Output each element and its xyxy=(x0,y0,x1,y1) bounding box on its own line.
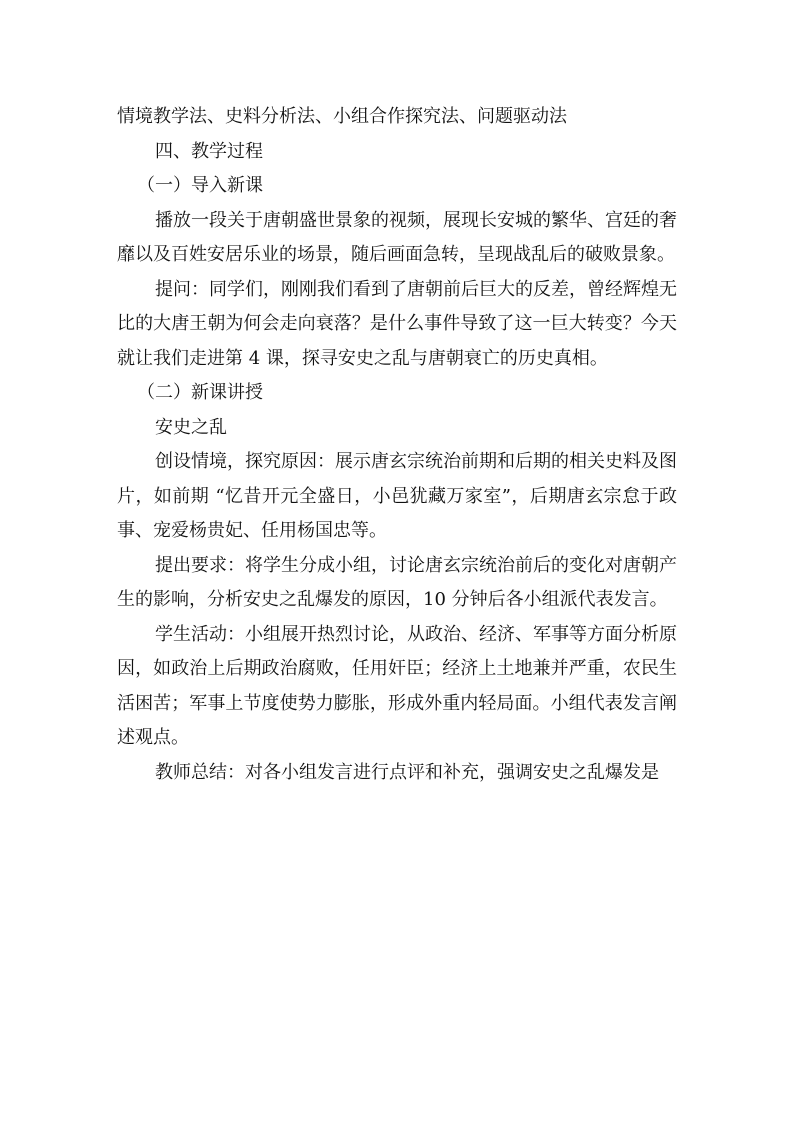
paragraph-video: 播放一段关于唐朝盛世景象的视频，展现长安城的繁华、宫廷的奢靡以及百姓安居乐业的场景，随后画面急转，呈现战乱后的破败景象。 xyxy=(117,209,677,265)
paragraph-question: 提问：同学们，刚刚我们看到了唐朝前后巨大的反差，曾经辉煌无比的大唐王朝为何会走向衰落？是什么事件导致了这一巨大转变？今天就让我们走进第 4 课，探寻安史之乱与唐朝衰亡的历史真相。 xyxy=(117,278,677,369)
subheading-introduction: （一）导入新课 xyxy=(137,175,263,196)
paragraph-student-activity: 学生活动：小组展开热烈讨论，从政治、经济、军事等方面分析原因，如政治上后期政治腐败，任用奸臣；经济上土地兼并严重，农民生活困苦；军事上节度使势力膨胀，形成外重内轻局面。小组代表发言阐述观点。 xyxy=(117,623,677,748)
paragraph-create-situation: 创设情境，探究原因：展示唐玄宗统治前期和后期的相关史料及图片，如前期 “忆昔开元全盛日，小邑犹藏万家室”，后期唐玄宗怠于政事、宠爱杨贵妃、任用杨国忠等。 xyxy=(117,451,677,541)
paragraph-teaching-methods: 情境教学法、史料分析法、小组合作探究法、问题驱动法 xyxy=(117,106,567,127)
paragraph-requirements: 提出要求：将学生分成小组，讨论唐玄宗统治前后的变化对唐朝产生的影响，分析安史之乱爆发的原因，10 分钟后各小组派代表发言。 xyxy=(117,554,677,610)
heading-teaching-process: 四、教学过程 xyxy=(155,140,263,162)
paragraph-teacher-summary: 教师总结：对各小组发言进行点评和补充，强调安史之乱爆发是 xyxy=(155,761,659,783)
document-body xyxy=(117,100,677,790)
subheading-new-lesson: （二）新课讲授 xyxy=(137,382,263,403)
topic-an-shi-rebellion: 安史之乱 xyxy=(155,416,227,438)
